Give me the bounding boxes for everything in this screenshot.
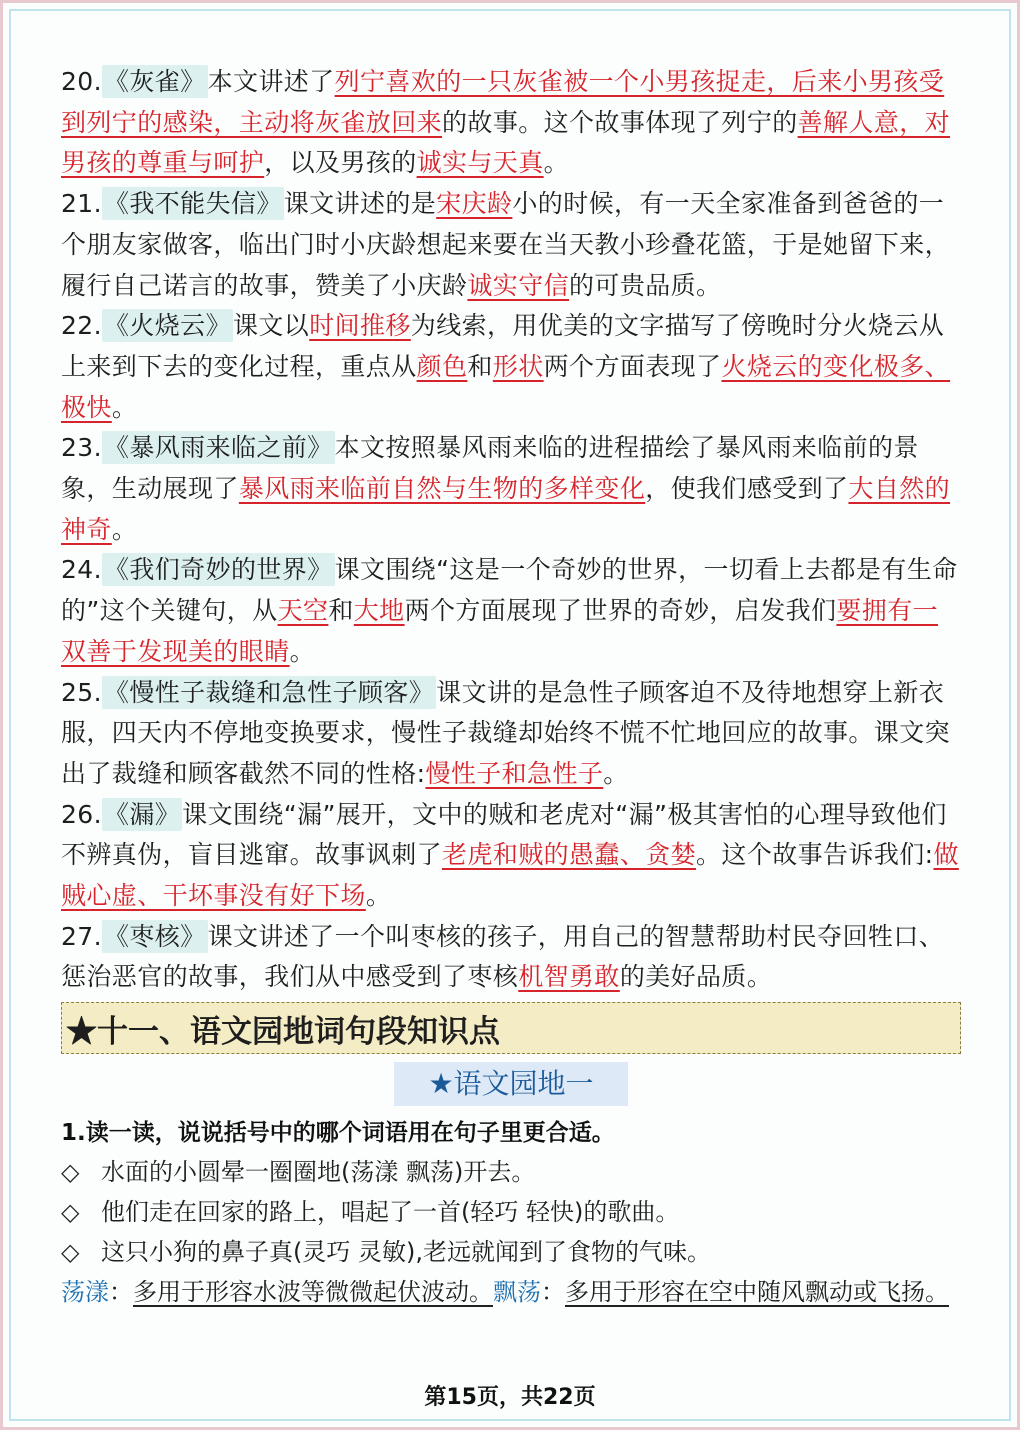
body-text: 。 — [289, 636, 316, 666]
item-number: 24. — [61, 555, 102, 585]
key-phrase: 要拥有一双善于发现美的眼睛 — [61, 596, 939, 666]
key-phrase: 天空 — [277, 596, 329, 626]
key-phrase: 大地 — [353, 596, 405, 626]
item-number: 25. — [61, 677, 102, 707]
key-phrase: 时间推移 — [309, 311, 411, 341]
body-text: 两个方面展现了世界的奇妙，启发我们 — [404, 596, 837, 626]
key-phrase: 颜色 — [416, 351, 468, 381]
lesson-paragraph — [61, 428, 961, 550]
key-phrase: 宋庆龄 — [436, 189, 513, 219]
body-text: 的美好品质。 — [619, 962, 773, 992]
lesson-paragraph — [61, 795, 961, 917]
body-text: 和 — [467, 351, 493, 381]
page-number: 第15页，共22页 — [424, 1385, 596, 1410]
definition-colon: ： — [109, 1278, 133, 1307]
body-text: 。 — [111, 514, 138, 544]
body-text: 。 — [111, 392, 138, 422]
lesson-title: 《漏》 — [103, 799, 181, 829]
lesson-title: 《枣核》 — [103, 921, 206, 951]
diamond-icon: ◇ — [61, 1198, 80, 1227]
lesson-paragraph — [61, 917, 961, 998]
item-number: 20. — [61, 67, 102, 96]
subsection-title: ★语文园地一 — [394, 1062, 627, 1106]
key-phrase: 老虎和贼的愚蠢、贪婪 — [442, 840, 697, 870]
item-number: 21. — [61, 189, 102, 219]
definition-term: 飘荡 — [493, 1278, 541, 1307]
body-text: 课文以 — [232, 311, 310, 341]
key-phrase: 诚实守信 — [467, 270, 570, 300]
item-text: 水面的小圆晕一圈圈地(荡漾 飘荡)开去。 — [101, 1158, 536, 1187]
body-text: 小的时候，有一天全家准备到爸爸的一个朋友家做客，临出门时小庆龄想起来要在当天教小珍叠花篮，于是她留下来，履行自己诺言的故事，赞美了小庆龄 — [61, 189, 951, 300]
body-text: 。 — [365, 881, 392, 911]
body-text: 。 — [603, 758, 629, 788]
lesson-paragraph — [61, 306, 961, 428]
item-number: 27. — [61, 921, 102, 951]
lesson-title: 《暴风雨来临之前》 — [103, 433, 333, 463]
key-phrase: 火烧云的变化极多、极快 — [61, 351, 951, 422]
section-title: ★十一、语文园地词句段知识点 — [66, 1013, 500, 1050]
item-text: 他们走在回家的路上，唱起了一首(轻巧 轻快)的歌曲。 — [101, 1198, 680, 1227]
lesson-paragraph — [61, 550, 961, 672]
body-text: 课文围绕“漏”展开，文中的贼和老虎对“漏”极其害怕的心理导致他们不辨真伪，盲目逃窜。故事讽刺了 — [61, 799, 947, 870]
item-text: 这只小狗的鼻子真(灵巧 灵敏),老远就闻到了食物的气味。 — [101, 1238, 711, 1267]
definition-colon: ： — [541, 1278, 565, 1307]
body-text: 为线索，用优美的文字描写了傍晚时分火烧云从上来到下去的变化过程，重点从 — [61, 311, 945, 381]
lesson-title: 《慢性子裁缝和急性子顾客》 — [103, 677, 435, 707]
body-text: 和 — [328, 596, 354, 626]
item-number: 26. — [61, 799, 102, 829]
lesson-summaries — [61, 62, 961, 998]
body-text: 的故事。这个故事体现了列宁的 — [442, 107, 798, 137]
body-text: 课文讲述的是 — [283, 189, 437, 219]
word-definitions — [61, 1272, 961, 1312]
diamond-icon: ◇ — [61, 1238, 80, 1267]
body-text: 课文讲的是急性子顾客迫不及待地想穿上新衣服，四天内不停地变换要求，慢性子裁缝却始终不慌不忙地回应的故事。课文突出了裁缝和顾客截然不同的性格: — [61, 677, 951, 788]
definition-text: 多用于形容在空中随风飘动或飞扬。 — [565, 1278, 949, 1307]
lesson-title: 《火烧云》 — [103, 311, 231, 341]
question-heading: 1.读一读，说说括号中的哪个词语用在句子里更合适。 — [61, 1120, 615, 1147]
lesson-paragraph — [61, 184, 961, 306]
body-text: 。 — [543, 148, 570, 178]
body-text: 本文按照暴风雨来临的进程描绘了暴风雨来临前的景象，生动展现了 — [61, 433, 919, 504]
body-text: 的可贵品质。 — [569, 270, 722, 300]
key-phrase: 大自然的神奇 — [61, 474, 951, 544]
lesson-paragraph — [61, 62, 961, 184]
key-phrase: 诚实与天真 — [416, 148, 544, 178]
body-text: ，使我们感受到了 — [645, 474, 849, 504]
lesson-title: 《我不能失信》 — [103, 189, 282, 219]
key-phrase: 列宁喜欢的一只灰雀被一个小男孩捉走，后来小男孩受到列宁的感染，主动将灰雀放回来 — [61, 67, 945, 137]
page-content — [61, 62, 961, 1312]
key-phrase: 慢性子和急性子 — [425, 758, 604, 788]
lesson-title: 《灰雀》 — [103, 67, 206, 96]
body-text: 课文围绕“这是一个奇妙的世界，一切看上去都是有生命的”这个关键句，从 — [61, 555, 958, 626]
diamond-icon: ◇ — [61, 1158, 80, 1187]
list-item — [61, 1152, 961, 1192]
body-text: 课文讲述了一个叫枣核的孩子，用自己的智慧帮助村民夺回牲口、惩治恶官的故事，我们从中感受到了枣核 — [61, 921, 945, 992]
lesson-paragraph — [61, 673, 961, 795]
lesson-title: 《我们奇妙的世界》 — [103, 555, 333, 585]
item-number: 22. — [61, 311, 102, 341]
key-phrase: 做贼心虚、干坏事没有好下场 — [61, 840, 959, 911]
list-item — [61, 1192, 961, 1232]
definition-text: 多用于形容水波等微微起伏波动。 — [133, 1278, 493, 1307]
body-text: ，以及男孩的 — [264, 148, 417, 178]
section-heading — [61, 1002, 961, 1054]
body-text: 本文讲述了 — [207, 67, 335, 96]
item-number: 23. — [61, 433, 102, 463]
list-item — [61, 1232, 961, 1272]
subsection-heading — [61, 1062, 961, 1106]
key-phrase: 形状 — [492, 351, 544, 381]
key-phrase: 善解人意，对男孩的尊重与呵护 — [61, 107, 951, 178]
body-text: 两个方面表现了 — [543, 351, 722, 381]
body-text: 。这个故事告诉我们: — [696, 840, 934, 870]
definition-term: 荡漾 — [61, 1278, 109, 1307]
key-phrase: 机智勇敢 — [518, 962, 620, 992]
key-phrase: 暴风雨来临前自然与生物的多样变化 — [238, 474, 646, 504]
